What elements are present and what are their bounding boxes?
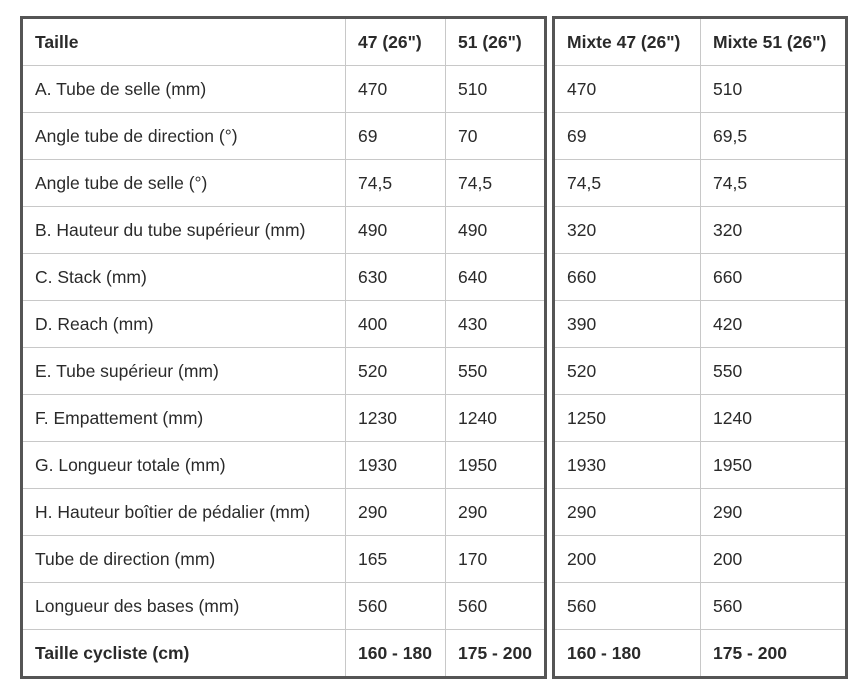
header-row-cell: Mixte 47 (26") (554, 18, 701, 66)
table-row (554, 583, 847, 630)
table-row (22, 301, 546, 348)
footer-row-cell: 175 - 200 (701, 630, 847, 678)
table-row-cell: 510 (701, 66, 847, 113)
header-row-cell: Mixte 51 (26") (701, 18, 847, 66)
table-row-cell: 1240 (446, 395, 546, 442)
table-row-cell: Longueur des bases (mm) (22, 583, 346, 630)
table-row-cell: 165 (346, 536, 446, 583)
table-row (554, 113, 847, 160)
table-row-cell: 660 (554, 254, 701, 301)
table-row (22, 113, 546, 160)
header-row (22, 18, 546, 66)
table-row-cell: 560 (554, 583, 701, 630)
table-row-cell: 400 (346, 301, 446, 348)
table-row-cell: 200 (701, 536, 847, 583)
table-row (554, 301, 847, 348)
table-row-cell: 490 (346, 207, 446, 254)
table-row-cell: 290 (346, 489, 446, 536)
table-row-cell: 390 (554, 301, 701, 348)
table-row-cell: 470 (346, 66, 446, 113)
table-row (22, 395, 546, 442)
footer-row-cell: Taille cycliste (cm) (22, 630, 346, 678)
table-row (22, 536, 546, 583)
table-row-cell: 69 (346, 113, 446, 160)
table-row-cell: H. Hauteur boîtier de pédalier (mm) (22, 489, 346, 536)
table-row-cell: 74,5 (554, 160, 701, 207)
table-row-cell: 1950 (701, 442, 847, 489)
table-row-cell: G. Longueur totale (mm) (22, 442, 346, 489)
table-row-cell: 69,5 (701, 113, 847, 160)
table-row (554, 395, 847, 442)
table-row-cell: 1230 (346, 395, 446, 442)
table-row-cell: 420 (701, 301, 847, 348)
table-row-cell: D. Reach (mm) (22, 301, 346, 348)
table-row (22, 254, 546, 301)
table-row-cell: 550 (446, 348, 546, 395)
table-row-cell: 510 (446, 66, 546, 113)
table-row-cell: 170 (446, 536, 546, 583)
table-row-cell: 630 (346, 254, 446, 301)
table-row (22, 348, 546, 395)
table-row (22, 489, 546, 536)
footer-row-cell: 160 - 180 (554, 630, 701, 678)
table-row-cell: 550 (701, 348, 847, 395)
table-row-cell: 1930 (554, 442, 701, 489)
table-row-cell: 290 (554, 489, 701, 536)
table-row-cell: 200 (554, 536, 701, 583)
header-row-cell: Taille (22, 18, 346, 66)
table-row-cell: 70 (446, 113, 546, 160)
table-row-cell: 74,5 (701, 160, 847, 207)
table-row-cell: 470 (554, 66, 701, 113)
table-row-cell: 69 (554, 113, 701, 160)
table-row-cell: F. Empattement (mm) (22, 395, 346, 442)
table-row-cell: 1930 (346, 442, 446, 489)
header-row (554, 18, 847, 66)
table-row (554, 66, 847, 113)
table-row-cell: Tube de direction (mm) (22, 536, 346, 583)
table-row-cell: Angle tube de direction (°) (22, 113, 346, 160)
table-row-cell: 520 (346, 348, 446, 395)
table-row-cell: A. Tube de selle (mm) (22, 66, 346, 113)
table-row (554, 254, 847, 301)
table-row (22, 583, 546, 630)
table-row (22, 442, 546, 489)
table-row-cell: 1950 (446, 442, 546, 489)
footer-row (22, 630, 546, 678)
table-row-cell: 1250 (554, 395, 701, 442)
table-row-cell: 1240 (701, 395, 847, 442)
table-row (554, 536, 847, 583)
table-row-cell: 320 (701, 207, 847, 254)
table-row-cell: 74,5 (346, 160, 446, 207)
table-row-cell: B. Hauteur du tube supérieur (mm) (22, 207, 346, 254)
table-row-cell: Angle tube de selle (°) (22, 160, 346, 207)
table-row-cell: E. Tube supérieur (mm) (22, 348, 346, 395)
table-row (554, 348, 847, 395)
table-row-cell: C. Stack (mm) (22, 254, 346, 301)
table-row-cell: 560 (701, 583, 847, 630)
table-row (22, 66, 546, 113)
table-row-cell: 290 (701, 489, 847, 536)
size-table-mixte (552, 16, 848, 679)
size-table-standard (20, 16, 547, 679)
table-row-cell: 640 (446, 254, 546, 301)
table-row (22, 207, 546, 254)
footer-row-cell: 175 - 200 (446, 630, 546, 678)
table-row (554, 160, 847, 207)
table-row-cell: 320 (554, 207, 701, 254)
header-row-cell: 47 (26") (346, 18, 446, 66)
table-row-cell: 560 (446, 583, 546, 630)
table-row-cell: 490 (446, 207, 546, 254)
table-row (22, 160, 546, 207)
header-row-cell: 51 (26") (446, 18, 546, 66)
table-row (554, 489, 847, 536)
footer-row (554, 630, 847, 678)
footer-row-cell: 160 - 180 (346, 630, 446, 678)
table-row-cell: 74,5 (446, 160, 546, 207)
table-row-cell: 290 (446, 489, 546, 536)
table-row-cell: 430 (446, 301, 546, 348)
table-row (554, 442, 847, 489)
table-row (554, 207, 847, 254)
table-row-cell: 660 (701, 254, 847, 301)
table-row-cell: 520 (554, 348, 701, 395)
table-row-cell: 560 (346, 583, 446, 630)
